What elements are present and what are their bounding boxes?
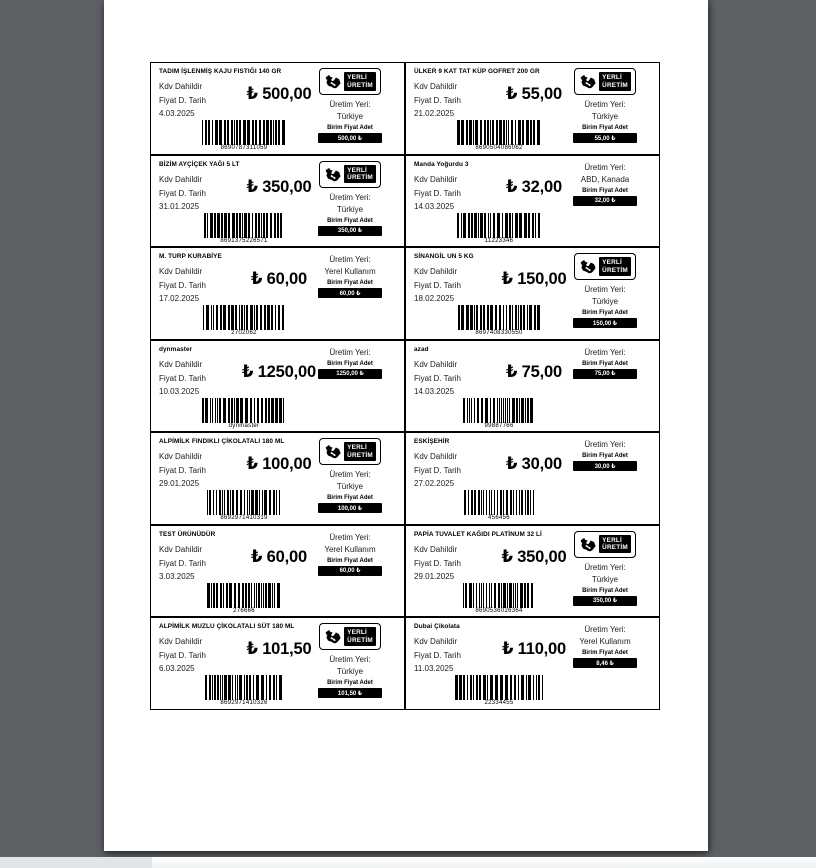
barcode-number: 8690504086062: [475, 145, 523, 151]
barcode-bars-icon: [205, 583, 283, 608]
price-date-label: Fiyat D. Tarih: [414, 96, 461, 105]
badge-line2: ÜRETİM: [602, 544, 628, 551]
barcode-bars-icon: [460, 398, 538, 423]
price-date-label: Fiyat D. Tarih: [414, 651, 461, 660]
yerli-uretim-badge-text: [344, 442, 376, 461]
price-value: ₺ 110,00: [501, 640, 567, 658]
unit-price-chip: 500,00 ₺: [318, 133, 382, 143]
vat-included-label: Kdv Dahildir: [414, 452, 458, 461]
yerli-uretim-badge-text: [344, 72, 376, 91]
barcode-bars-icon: [460, 675, 538, 700]
vat-included-label: Kdv Dahildir: [414, 267, 458, 276]
unit-price-chip: 8,46 ₺: [573, 658, 637, 668]
vat-included-label: Kdv Dahildir: [414, 637, 458, 646]
price-date-label: Fiyat D. Tarih: [414, 373, 461, 383]
origin-value: ABD, Kanada: [580, 174, 630, 184]
unit-price-chip: 60,00 ₺: [318, 566, 382, 576]
barcode-number: dynmaster: [228, 422, 260, 429]
product-name: azad: [414, 345, 429, 353]
yerli-uretim-badge: [319, 623, 381, 650]
vat-included-label: Kdv Dahildir: [414, 359, 458, 369]
price-date-value: 3.03.2025: [159, 571, 195, 581]
product-name: TEST ÜRÜNÜDÜR: [159, 530, 216, 538]
unit-price-chip: 1250,00 ₺: [318, 369, 382, 379]
yerli-uretim-badge-text: [344, 627, 376, 646]
barcode-number: 99887766: [484, 422, 514, 429]
origin-label: Üretim Yeri:: [584, 285, 626, 294]
label-right-column: [554, 438, 656, 471]
badge-line2: ÜRETİM: [602, 81, 628, 89]
barcode: [205, 213, 283, 245]
yerli-uretim-badge: [574, 531, 636, 558]
badge-line1: YERLİ: [347, 74, 367, 82]
price-label: [150, 340, 405, 433]
handshake-icon: [324, 165, 343, 184]
barcode: [460, 305, 538, 337]
unit-price-label: Birim Fiyat Adet: [582, 310, 628, 316]
product-name: ALPİMİLK MUZLU ÇİKOLATALI SÜT 180 ML: [159, 623, 295, 630]
barcode-bars-icon: [460, 490, 538, 515]
yerli-uretim-badge: [574, 68, 636, 95]
label-right-column: [554, 623, 656, 668]
price-date-value: 14.03.2025: [414, 386, 455, 396]
badge-line2: ÜRETİM: [347, 636, 373, 644]
price-label: [405, 617, 660, 710]
badge-line1: YERLİ: [347, 444, 367, 452]
unit-price-chip: 350,00 ₺: [573, 596, 637, 606]
unit-price-chip: 32,00 ₺: [573, 196, 637, 206]
price-label: [150, 432, 405, 525]
origin-label: Üretim Yeri:: [584, 347, 626, 357]
price-value: ₺ 350,00: [246, 177, 312, 196]
origin-label: Üretim Yeri:: [584, 625, 626, 634]
badge-line2: ÜRETİM: [347, 81, 373, 89]
vat-included-label: Kdv Dahildir: [414, 544, 458, 554]
price-date-label: Fiyat D. Tarih: [159, 96, 206, 105]
badge-line1: YERLİ: [602, 259, 622, 267]
price-label: [405, 432, 660, 525]
price-value: ₺ 75,00: [506, 362, 562, 381]
price-label: [405, 525, 660, 618]
handshake-icon: [324, 72, 343, 91]
price-date-label: Fiyat D. Tarih: [159, 651, 206, 660]
label-right-column: [554, 161, 656, 206]
barcode-number: 2702062: [231, 330, 257, 336]
badge-line1: YERLİ: [602, 536, 622, 544]
origin-label: Üretim Yeri:: [584, 440, 626, 449]
product-name: SİNANGİL UN 5 KG: [414, 253, 474, 260]
price-date-label: Fiyat D. Tarih: [414, 188, 461, 198]
price-date-value: 31.01.2025: [159, 201, 200, 211]
unit-price-label: Birim Fiyat Adet: [582, 360, 628, 367]
price-label: [405, 62, 660, 155]
badge-line1: YERLİ: [347, 166, 367, 174]
handshake-icon: [579, 72, 598, 91]
badge-line1: YERLİ: [347, 629, 367, 637]
price-value: ₺ 60,00: [251, 270, 307, 288]
yerli-uretim-badge-text: [599, 257, 631, 276]
unit-price-chip: 150,00 ₺: [573, 318, 637, 328]
price-date-label: Fiyat D. Tarih: [159, 281, 206, 290]
price-label: [405, 340, 660, 433]
unit-price-label: Birim Fiyat Adet: [582, 187, 628, 194]
price-date-value: 6.03.2025: [159, 664, 195, 673]
unit-price-label: Birim Fiyat Adet: [327, 495, 373, 501]
unit-price-label: Birim Fiyat Adet: [582, 650, 628, 656]
origin-value: Türkiye: [336, 204, 364, 214]
product-name: TADIM İŞLENMİŞ KAJU FISTIĞI 140 GR: [159, 68, 282, 75]
origin-value: Türkiye: [336, 667, 364, 676]
price-date-value: 29.01.2025: [414, 571, 455, 581]
price-value: ₺ 1250,00: [242, 362, 316, 381]
vat-included-label: Kdv Dahildir: [159, 452, 203, 461]
origin-label: Üretim Yeri:: [329, 255, 371, 264]
barcode-number: 8692971410319: [220, 515, 268, 521]
vat-included-label: Kdv Dahildir: [414, 174, 458, 184]
label-right-column: [299, 253, 401, 298]
barcode: [205, 398, 283, 430]
origin-value: Türkiye: [591, 297, 619, 306]
unit-price-chip: 55,00 ₺: [573, 133, 637, 143]
barcode-bars-icon: [205, 120, 283, 145]
price-date-label: Fiyat D. Tarih: [159, 466, 206, 475]
origin-label: Üretim Yeri:: [329, 347, 371, 357]
barcode-bars-icon: [460, 305, 538, 330]
barcode-bars-icon: [205, 213, 283, 238]
document-page: [104, 0, 708, 851]
product-name: PAPİA TUVALET KAĞIDI PLATİNUM 32 Lİ: [414, 530, 542, 538]
label-right-column: [299, 346, 401, 379]
vat-included-label: Kdv Dahildir: [159, 637, 203, 646]
horizontal-scrollbar-thumb[interactable]: [0, 857, 152, 868]
origin-value: Türkiye: [591, 112, 619, 121]
badge-line2: ÜRETİM: [347, 451, 373, 459]
badge-line1: YERLİ: [602, 74, 622, 82]
price-value: ₺ 150,00: [501, 270, 567, 288]
handshake-icon: [579, 257, 598, 276]
product-name: Dubai Çikolata: [414, 623, 460, 630]
unit-price-label: Birim Fiyat Adet: [582, 587, 628, 594]
unit-price-label: Birim Fiyat Adet: [327, 125, 373, 131]
price-label: [150, 617, 405, 710]
price-value: ₺ 55,00: [506, 85, 562, 103]
label-right-column: [299, 623, 401, 698]
product-name: BİZİM AYÇİÇEK YAĞI 5 LT: [159, 160, 240, 168]
unit-price-chip: 100,00 ₺: [318, 503, 382, 513]
yerli-uretim-badge: [574, 253, 636, 280]
product-name: ÜLKER 9 KAT TAT KÜP GOFRET 200 GR: [414, 68, 540, 75]
yerli-uretim-badge-text: [344, 165, 376, 184]
barcode: [205, 675, 283, 707]
yerli-uretim-badge: [319, 438, 381, 465]
origin-label: Üretim Yeri:: [329, 192, 371, 202]
barcode: [205, 305, 283, 337]
vat-included-label: Kdv Dahildir: [159, 359, 203, 369]
price-date-label: Fiyat D. Tarih: [159, 373, 206, 383]
barcode: [460, 398, 538, 430]
label-right-column: [554, 346, 656, 379]
origin-label: Üretim Yeri:: [329, 532, 371, 542]
label-right-column: [554, 531, 656, 606]
price-date-label: Fiyat D. Tarih: [414, 281, 461, 290]
unit-price-label: Birim Fiyat Adet: [327, 360, 373, 367]
barcode-number: 8697408330550: [475, 330, 523, 336]
vat-included-label: Kdv Dahildir: [159, 174, 203, 184]
unit-price-chip: 101,50 ₺: [318, 688, 382, 698]
price-value: ₺ 32,00: [506, 177, 562, 196]
vat-included-label: Kdv Dahildir: [159, 82, 203, 91]
barcode-bars-icon: [205, 490, 283, 515]
price-date-label: Fiyat D. Tarih: [159, 188, 206, 198]
barcode-number: 11223346: [484, 237, 514, 244]
barcode-bars-icon: [460, 583, 538, 608]
unit-price-label: Birim Fiyat Adet: [582, 453, 628, 459]
handshake-icon: [324, 442, 343, 461]
product-name: ALPİMİLK FINDIKLI ÇİKOLATALI 180 ML: [159, 438, 285, 445]
price-date-value: 10.03.2025: [159, 386, 200, 396]
barcode-number: 276666: [233, 607, 255, 614]
price-label: [150, 155, 405, 248]
barcode: [205, 490, 283, 522]
barcode: [460, 490, 538, 522]
price-value: ₺ 350,00: [501, 547, 567, 566]
price-label: [405, 155, 660, 248]
price-value: ₺ 60,00: [251, 547, 307, 566]
price-value: ₺ 30,00: [506, 455, 562, 473]
price-date-label: Fiyat D. Tarih: [159, 558, 206, 568]
product-name: dynmaster: [159, 345, 193, 353]
origin-label: Üretim Yeri:: [329, 655, 371, 664]
unit-price-label: Birim Fiyat Adet: [327, 557, 373, 564]
barcode-bars-icon: [205, 305, 283, 330]
origin-value: Türkiye: [591, 574, 619, 584]
origin-value: Türkiye: [336, 482, 364, 491]
price-label: [150, 62, 405, 155]
badge-line2: ÜRETİM: [347, 174, 373, 181]
unit-price-chip: 60,00 ₺: [318, 288, 382, 298]
product-name: ESKİŞEHİR: [414, 438, 450, 445]
unit-price-label: Birim Fiyat Adet: [327, 680, 373, 686]
barcode-number: 8690787311059: [220, 145, 268, 151]
price-date-value: 18.02.2025: [414, 294, 455, 303]
barcode: [460, 120, 538, 152]
barcode: [460, 583, 538, 615]
label-right-column: [554, 68, 656, 143]
price-date-value: 17.02.2025: [159, 294, 200, 303]
origin-value: Türkiye: [336, 112, 364, 121]
barcode-number: 8692971410326: [220, 700, 268, 706]
price-date-value: 11.03.2025: [414, 664, 454, 673]
price-date-value: 27.02.2025: [414, 479, 455, 488]
horizontal-scrollbar-track[interactable]: [0, 857, 816, 868]
origin-label: Üretim Yeri:: [584, 162, 626, 172]
vat-included-label: Kdv Dahildir: [414, 82, 458, 91]
barcode-bars-icon: [460, 120, 538, 145]
unit-price-chip: 350,00 ₺: [318, 226, 382, 236]
unit-price-chip: 75,00 ₺: [573, 369, 637, 379]
price-date-value: 29.01.2025: [159, 479, 200, 488]
label-right-column: [299, 531, 401, 576]
yerli-uretim-badge-text: [599, 72, 631, 91]
yerli-uretim-badge-text: [599, 535, 631, 554]
label-right-column: [554, 253, 656, 328]
label-right-column: [299, 161, 401, 236]
yerli-uretim-badge: [319, 68, 381, 95]
price-date-value: 21.02.2025: [414, 109, 455, 118]
price-label-grid: [150, 62, 660, 710]
barcode-number: 456456: [488, 515, 510, 521]
price-date-value: 4.03.2025: [159, 109, 195, 118]
price-date-value: 14.03.2025: [414, 201, 455, 211]
yerli-uretim-badge: [319, 161, 381, 188]
label-right-column: [299, 438, 401, 513]
vat-included-label: Kdv Dahildir: [159, 544, 203, 554]
barcode-bars-icon: [460, 213, 538, 238]
price-value: ₺ 500,00: [246, 85, 312, 103]
unit-price-label: Birim Fiyat Adet: [582, 125, 628, 131]
price-label: [150, 525, 405, 618]
origin-value: Yerel Kullanım: [324, 267, 376, 276]
price-date-label: Fiyat D. Tarih: [414, 466, 461, 475]
price-value: ₺ 101,50: [246, 640, 312, 658]
barcode-bars-icon: [205, 398, 283, 423]
vat-included-label: Kdv Dahildir: [159, 267, 203, 276]
barcode: [205, 583, 283, 615]
origin-label: Üretim Yeri:: [584, 100, 626, 109]
price-label: [150, 247, 405, 340]
origin-label: Üretim Yeri:: [584, 562, 626, 572]
barcode: [460, 213, 538, 245]
barcode-bars-icon: [205, 675, 283, 700]
barcode-number: 8691375226571: [220, 237, 268, 244]
unit-price-label: Birim Fiyat Adet: [327, 217, 373, 224]
origin-value: Yerel Kullanım: [324, 544, 376, 554]
barcode: [460, 675, 538, 707]
product-name: M. TURP KURABİYE: [159, 253, 222, 260]
product-name: Manda Yoğurdu 3: [414, 160, 469, 168]
handshake-icon: [579, 535, 598, 554]
unit-price-chip: 30,00 ₺: [573, 461, 637, 471]
origin-label: Üretim Yeri:: [329, 470, 371, 479]
price-value: ₺ 100,00: [246, 455, 312, 473]
handshake-icon: [324, 627, 343, 646]
price-date-label: Fiyat D. Tarih: [414, 558, 461, 568]
origin-label: Üretim Yeri:: [329, 100, 371, 109]
barcode-number: 8690536026364: [475, 607, 523, 614]
badge-line2: ÜRETİM: [602, 266, 628, 274]
barcode-number: 22334455: [484, 700, 514, 706]
origin-value: Yerel Kullanım: [579, 637, 631, 646]
unit-price-label: Birim Fiyat Adet: [327, 280, 373, 286]
barcode: [205, 120, 283, 152]
label-right-column: [299, 68, 401, 143]
price-label: [405, 247, 660, 340]
